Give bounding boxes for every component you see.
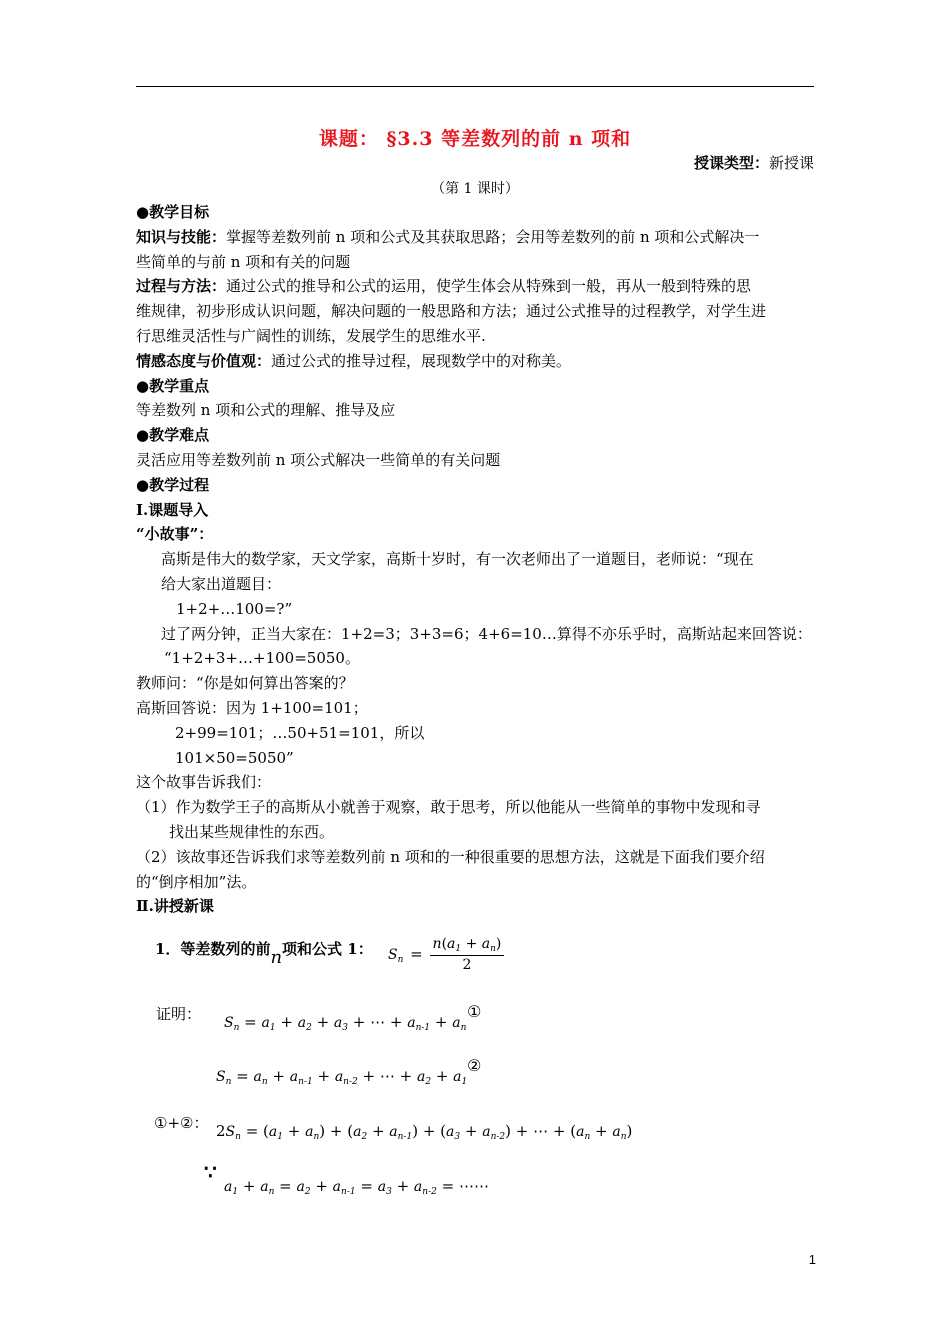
difficult-text: 灵活应用等差数列前 n 项公式解决一些简单的有关问题 xyxy=(136,450,501,469)
sum-label: ①+②： xyxy=(154,1114,209,1132)
equation-1-mark: ① xyxy=(467,1002,482,1021)
process-label: 过程与方法： xyxy=(136,277,227,296)
process-text: 通过公式的推导和公式的运用，使学生体会从特殊到一般，再从一般到特殊的思 xyxy=(226,277,752,296)
story-line: 这个故事告诉我们： xyxy=(136,773,272,792)
formula-1-label xyxy=(155,938,373,968)
equation-because: $a_1 + a_n = a_2 + a_{n-1} = a_3 + a_{n-2}$ = ⋯⋯ xyxy=(224,1177,489,1197)
difficult-heading: ●教学难点 xyxy=(136,426,210,445)
new-lesson-heading: Ⅱ.讲授新课 xyxy=(136,897,214,916)
equation-2-mark: ② xyxy=(467,1056,482,1075)
goals-heading: ●教学目标 xyxy=(136,203,210,221)
process-text-cont: 维规律，初步形成认识问题，解决问题的一般思路和方法；通过公式推导的过程教学，对学生进 xyxy=(136,302,767,321)
sum-formula: $S_n$ = $\frac{n(a_1 + a_n)}{2}$ xyxy=(388,936,504,973)
lesson-point-2-cont: 的“倒序相加”法。 xyxy=(136,872,257,891)
intro-heading: Ⅰ.课题导入 xyxy=(136,500,209,519)
story-line: 2+99=101；…50+51=101，所以 xyxy=(175,723,425,742)
lesson-point-1-cont: 找出某些规律性的东西。 xyxy=(169,822,335,841)
story-line: “1+2+3+…+100=5050。 xyxy=(164,649,360,668)
course-type-label: 授课类型： xyxy=(693,154,769,172)
lesson-point-2: （2）该故事还告诉我们求等差数列前 n 项和的一种很重要的思想方法，这就是下面我们要介绍 xyxy=(136,847,765,866)
story-line: 高斯是伟大的数学家，天文学家，高斯十岁时，有一次老师出了一道题目，老师说：“现在 xyxy=(161,550,754,569)
emotion-label: 情感态度与价值观： xyxy=(136,351,272,370)
knowledge-text: 掌握等差数列前 n 项和公式及其获取思路；会用等差数列的前 n 项和公式解决一 xyxy=(226,227,760,246)
story-heading: “小故事”： xyxy=(136,525,214,544)
equation-sum: $2S_n = (a_1 + a_n) + (a_2 + a_{n-1}) + (a_3 + a_{n-2})$ + ⋯ + $(a_n + a_n)$ xyxy=(216,1122,633,1142)
key-heading: ●教学重点 xyxy=(136,376,210,395)
knowledge-text-cont: 些简单的与前 n 项和有关的问题 xyxy=(136,252,351,271)
page-number: 1 xyxy=(808,1252,816,1267)
formula-1-n: n xyxy=(270,947,283,968)
lesson-number: （第 1 课时） xyxy=(431,181,519,197)
because-symbol: ∵ xyxy=(204,1160,217,1184)
formula-1-tail: 项和公式 1： xyxy=(282,940,373,958)
page-title: 课题： §3.3 等差数列的前 n 项和 xyxy=(318,128,632,150)
course-type-value: 新授课 xyxy=(768,154,814,172)
story-line: 过了两分钟，正当大家在：1+2=3；3+3=6；4+6=10…算得不亦乐乎时，高斯站起来回答说： xyxy=(161,624,812,643)
story-line: 高斯回答说：因为 1+100=101； xyxy=(136,698,368,717)
proof-label: 证明： xyxy=(156,1005,202,1023)
story-line: 1+2+…100=?” xyxy=(176,599,293,618)
equation-2: $S_n = a_n + a_{n-1} + a_{n-2}$ + ⋯ + $a_2 + a_1$ xyxy=(216,1067,468,1087)
knowledge-label: 知识与技能： xyxy=(136,227,227,246)
story-line: 给大家出道题目： xyxy=(161,574,282,593)
formula-1-label-text: 1．等差数列的前 xyxy=(155,940,271,958)
story-line: 101×50=5050” xyxy=(175,748,294,767)
key-text: 等差数列 n 项和公式的理解、推导及应 xyxy=(136,401,396,420)
emotion-text: 通过公式的推导过程，展现数学中的对称美。 xyxy=(271,351,572,370)
process-heading: ●教学过程 xyxy=(136,475,210,494)
story-line: 教师问：“你是如何算出答案的？ xyxy=(136,674,354,693)
process-text-cont2: 行思维灵活性与广阔性的训练，发展学生的思维水平. xyxy=(136,326,486,345)
equation-1: $S_n = a_1 + a_2 + a_3$ + ⋯ + $a_{n-1} + a_n$ xyxy=(224,1013,467,1033)
lesson-point-1: （1）作为数学王子的高斯从小就善于观察，敢于思考，所以他能从一些简单的事物中发现和寻 xyxy=(136,798,761,817)
